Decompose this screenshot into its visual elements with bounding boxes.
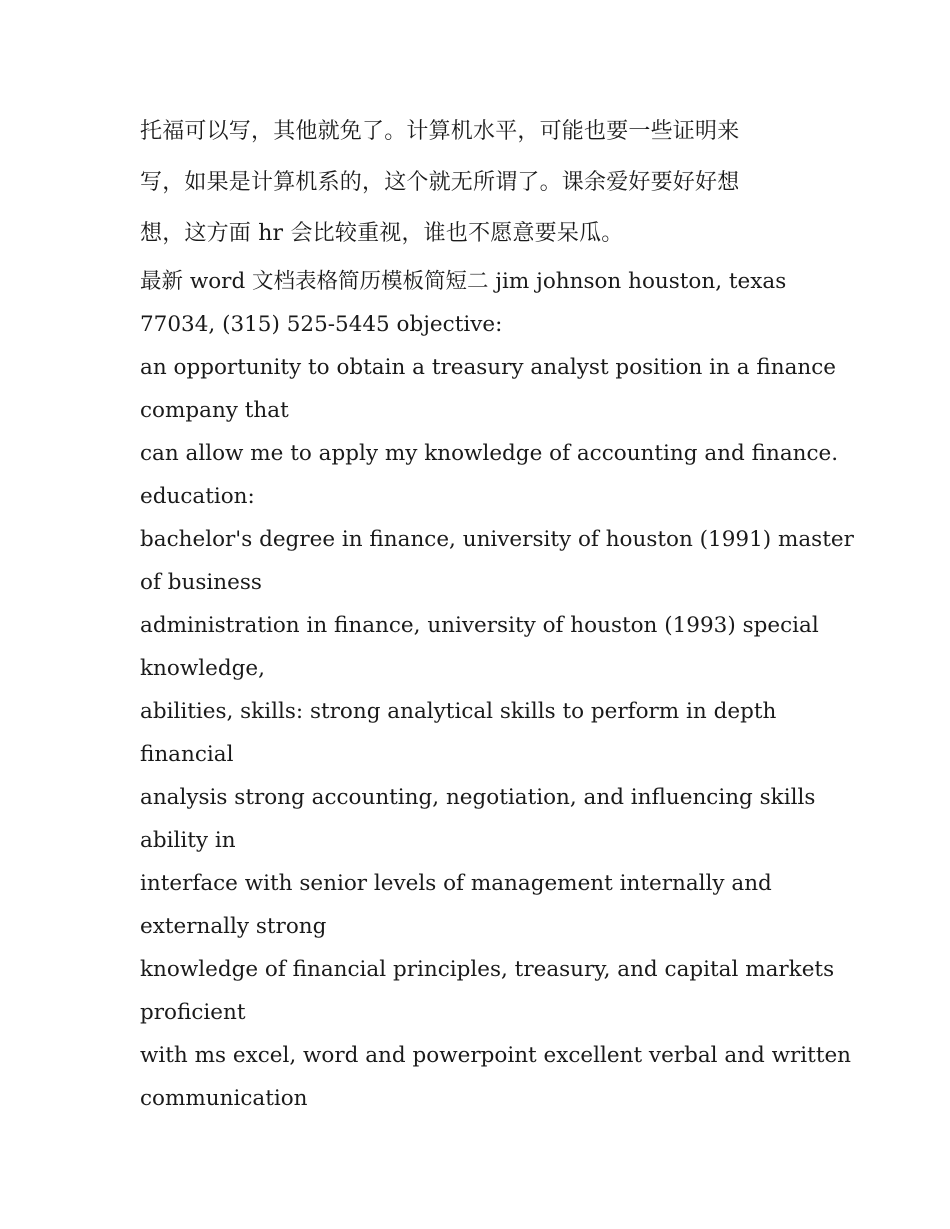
intro-line: 想，这方面 hr 会比较重视，谁也不愿意要呆瓜。 [140,221,624,246]
skills-line: with ms excel, word and powerpoint excellent verbal and written [140,1043,852,1068]
intro-line: 托福可以写，其他就免了。计算机水平，可能也要一些证明来 [140,119,740,144]
resume-header [140,260,820,346]
resume-header-line: 最新 word 文档表格简历模板简短二 jim johnson houston, texas [140,269,787,294]
skills-line: proficient [140,1000,246,1025]
skills-line: knowledge of financial principles, treasury, and capital markets [140,957,835,982]
skills-section [140,690,852,1120]
education-section [140,518,854,690]
resume-body [140,260,854,1120]
education-line: administration in finance, university of houston (1993) special [140,613,819,638]
objective-line: can allow me to apply my knowledge of accounting and finance. [140,441,839,466]
skills-line: analysis strong accounting, negotiation, and influencing skills [140,785,816,810]
skills-line: externally strong [140,914,327,939]
intro-line: 写，如果是计算机系的，这个就无所谓了。课余爱好要好好想 [140,170,740,195]
intro-paragraph [140,106,820,259]
skills-line: ability in [140,828,236,853]
resume-header-line: 77034, (315) 525-5445 objective: [140,312,503,337]
objective-line: company that [140,398,289,423]
education-line: knowledge, [140,656,265,681]
document-page [140,106,854,1120]
objective-line: an opportunity to obtain a treasury analyst position in a finance [140,355,837,380]
skills-line: financial [140,742,234,767]
education-line: of business [140,570,262,595]
skills-line: communication [140,1086,308,1111]
skills-line: abilities, skills: strong analytical skills to perform in depth [140,699,777,724]
skills-line: interface with senior levels of management internally and [140,871,772,896]
objective-section [140,346,839,518]
education-heading: education: [140,484,255,509]
education-line: bachelor's degree in finance, university of houston (1991) master [140,527,854,552]
